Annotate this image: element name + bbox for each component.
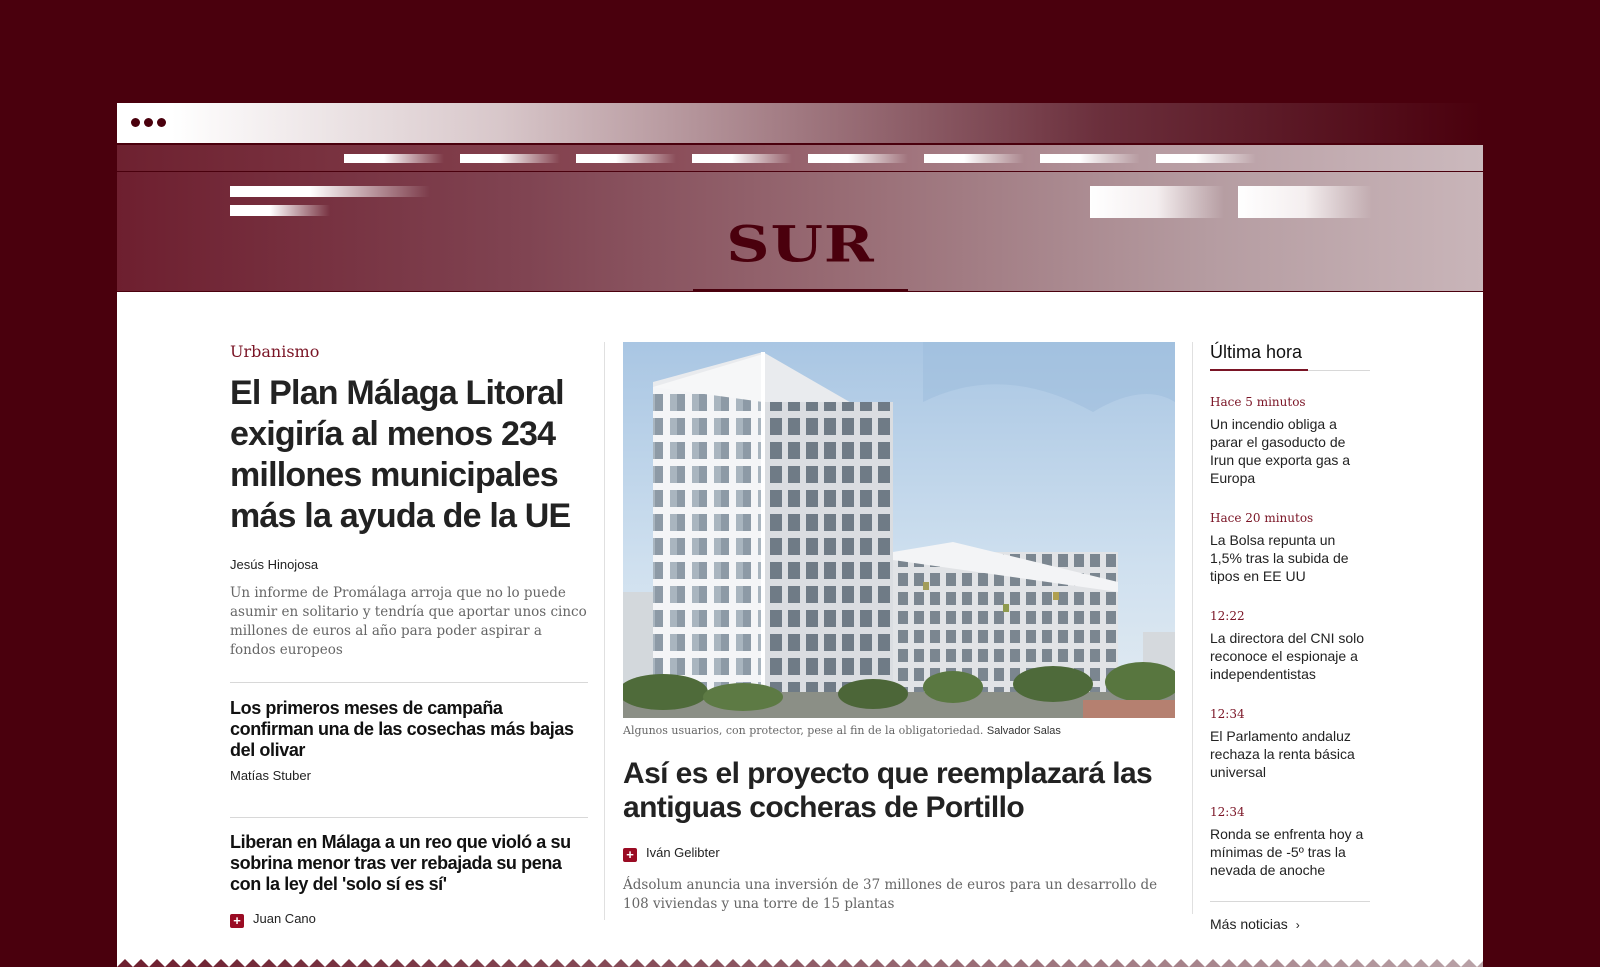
news-time: Hace 5 minutos (1210, 395, 1306, 409)
nav-item-placeholder[interactable] (576, 154, 676, 163)
caption-text: Algunos usuarios, con protector, pese al fin de la obligatoriedad. (623, 724, 984, 737)
section-nav (117, 144, 1483, 172)
featured-column (623, 342, 1175, 914)
site-logo[interactable]: SUR (726, 216, 875, 274)
list-item[interactable] (1210, 707, 1370, 781)
nav-item-placeholder[interactable] (460, 154, 560, 163)
news-time: 12:34 (1210, 805, 1245, 819)
window-controls[interactable] (131, 118, 166, 127)
secondary-author[interactable]: Matías Stuber (230, 768, 311, 783)
browser-window (117, 103, 1483, 967)
lead-author[interactable]: Jesús Hinojosa (230, 557, 319, 572)
browser-title-bar (117, 103, 1483, 143)
news-headline[interactable]: La Bolsa repunta un 1,5% tras la subida de tipos en EE UU (1210, 532, 1349, 584)
featured-author-row (623, 845, 1175, 862)
masthead-text-placeholder (230, 186, 430, 197)
lead-headline[interactable]: El Plan Málaga Litoral exigiría al menos 234 millones municipales más la ayuda de la UE (230, 374, 571, 535)
secondary-headline[interactable]: Liberan en Málaga a un reo que violó a su sobrina menor tras ver rebajada su pena con la ley del 'solo sí es sí' (230, 832, 571, 894)
news-time: 12:22 (1210, 609, 1245, 623)
list-item[interactable] (1210, 609, 1370, 683)
news-time: Hace 20 minutos (1210, 511, 1314, 525)
masthead-button-placeholder[interactable] (1238, 186, 1372, 218)
torn-edge (117, 958, 1483, 967)
news-headline[interactable]: El Parlamento andaluz rechaza la renta básica universal (1210, 728, 1355, 780)
breaking-news (1210, 342, 1370, 932)
photo-credit: Salvador Salas (986, 725, 1061, 737)
nav-item-placeholder[interactable] (1040, 154, 1140, 163)
window-dot-icon[interactable] (131, 118, 140, 127)
more-news-link[interactable] (1210, 916, 1370, 932)
column-divider (604, 342, 605, 920)
photo-caption (623, 724, 1175, 737)
masthead-text-placeholder (230, 205, 330, 216)
secondary-story (230, 818, 588, 928)
page-content (117, 292, 1483, 967)
nav-item-placeholder[interactable] (344, 154, 444, 163)
window-dot-icon[interactable] (157, 118, 166, 127)
news-headline[interactable]: La directora del CNI solo reconoce el espionaje a independentistas (1210, 630, 1365, 682)
secondary-story (230, 683, 588, 783)
secondary-headline[interactable]: Los primeros meses de campaña confirman una de las cosechas más bajas del olivar (230, 698, 574, 760)
nav-item-placeholder[interactable] (692, 154, 792, 163)
secondary-author-row (230, 911, 588, 928)
column-divider (1192, 342, 1193, 914)
news-headline[interactable]: Ronda se enfrenta hoy a mínimas de -5º tras la nevada de anoche (1210, 826, 1364, 878)
chevron-right-icon[interactable]: › (1295, 918, 1300, 932)
breaking-title-rule (1210, 370, 1370, 371)
window-dot-icon[interactable] (144, 118, 153, 127)
nav-item-placeholder[interactable] (808, 154, 908, 163)
list-item[interactable] (1210, 805, 1370, 879)
more-news-label[interactable]: Más noticias (1210, 916, 1288, 932)
lead-column (230, 342, 588, 928)
nav-item-placeholder[interactable] (924, 154, 1024, 163)
divider (1210, 901, 1370, 902)
news-time: 12:34 (1210, 707, 1245, 721)
building-photo[interactable] (623, 342, 1175, 718)
list-item[interactable] (1210, 395, 1370, 487)
lead-summary: Un informe de Promálaga arroja que no lo puede asumir en solitario y tendría que aportar unos cinco millones de euros al año para poder aspirar a fondos europeos (230, 585, 587, 658)
featured-headline[interactable]: Así es el proyecto que reemplazará las antiguas cocheras de Portillo (623, 757, 1153, 824)
featured-author[interactable]: Iván Gelibter (646, 845, 720, 860)
premium-plus-icon: + (623, 848, 637, 862)
featured-summary: Ádsolum anuncia una inversión de 37 millones de euros para un desarrollo de 108 viviendas y una torre de 15 plantas (623, 877, 1158, 912)
lead-kicker[interactable]: Urbanismo (230, 342, 320, 361)
masthead-button-placeholder[interactable] (1090, 186, 1224, 218)
premium-plus-icon: + (230, 914, 244, 928)
nav-item-placeholder[interactable] (1156, 154, 1256, 163)
breaking-title[interactable]: Última hora (1210, 342, 1303, 362)
news-headline[interactable]: Un incendio obliga a parar el gasoducto de Irun que exporta gas a Europa (1210, 416, 1351, 486)
list-item[interactable] (1210, 511, 1370, 585)
secondary-author[interactable]: Juan Cano (253, 911, 316, 926)
